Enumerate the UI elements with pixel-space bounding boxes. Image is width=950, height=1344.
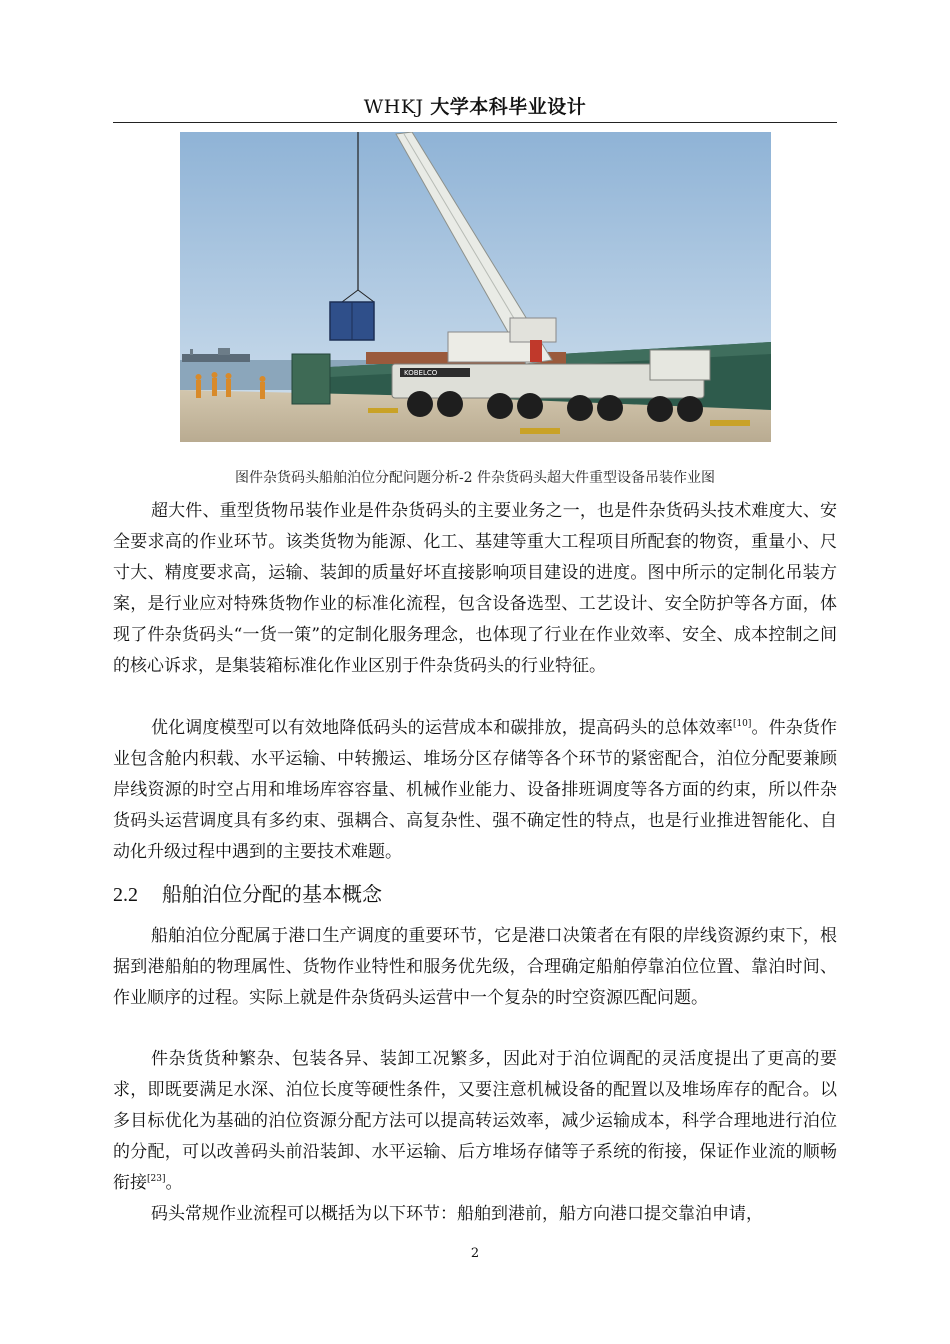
crane-brand-label: KOBELCO — [404, 369, 438, 377]
citation-10: [10] — [732, 719, 752, 729]
crane-photo — [180, 132, 771, 442]
paragraph-4-text-b: 。 — [165, 1173, 183, 1193]
paragraph-4 — [113, 1044, 837, 1199]
paragraph-3: 船舶泊位分配属于港口生产调度的重要环节，它是港口决策者在有限的岸线资源约束下，根据到港船舶的物理属性、货物作业特性和服务优先级，合理确定船舶停靠泊位位置、靠泊时间、作业顺序的过程。实际上就是件杂货码头运营中一个复杂的时空资源匹配问题。 — [113, 926, 837, 1008]
citation-23: [23] — [147, 1174, 166, 1184]
paragraph-2 — [113, 713, 837, 868]
paragraph-5: 码头常规作业流程可以概括为以下环节：船舶到港前，船方向港口提交靠泊申请， — [151, 1204, 763, 1224]
section-title: 船舶泊位分配的基本概念 — [162, 882, 382, 906]
page-number: 2 — [470, 1246, 480, 1261]
crane-photo-illustration — [180, 132, 771, 442]
paragraph-2-text-b: 。件杂货作业包含舱内积载、水平运输、中转搬运、堆场分区存储等各个环节的紧密配合，泊位分配要兼顾岸线资源的时空占用和堆场库容容量、机械作业能力、设备排班调度等各方面的约束，所以件杂货码头运营调度具有多约束、强耦合、高复杂性、强不确定性的特点，也是行业推进智能化、自动化升级过程中遇到的主要技术难题。 — [113, 718, 838, 862]
section-number: 2.2 — [113, 884, 138, 906]
header-left-text: WHKJ — [363, 96, 431, 118]
section-heading — [113, 878, 837, 910]
paragraph-1: 超大件、重型货物吊装作业是件杂货码头的主要业务之一，也是件杂货码头技术难度大、安全要求高的作业环节。该类货物为能源、化工、基建等重大工程项目所配套的物资，重量小、尺寸大、精度要求高，运输、装卸的质量好坏直接影响项目建设的进度。图中所示的定制化吊装方案，是行业应对特殊货物作业的标准化流程，包含设备选型、工艺设计、安全防护等各方面，体现了件杂货码头“一货一策”的定制化服务理念，也体现了行业在作业效率、安全、成本控制之间的核心诉求，是集装箱标准化作业区别于件杂货码头的行业特征。 — [113, 501, 837, 676]
figure-caption: 图件杂货码头船舶泊位分配问题分析-2 件杂货码头超大件重型设备吊装作业图 — [234, 470, 716, 486]
paragraph-4-text-a: 件杂货货种繁杂、包装各异、装卸工况繁多，因此对于泊位调配的灵活度提出了更高的要求，即既要满足水深、泊位长度等硬性条件，又要注意机械设备的配置以及堆场库存的配合。以多目标优化为基础的泊位资源分配方法可以提高转运效率，减少运输成本，科学合理地进行泊位的分配，可以改善码头前沿装卸、水平运输、后方堆场存储等子系统的衔接，保证作业流的顺畅衔接 — [113, 1049, 837, 1193]
header-title: 大学本科毕业设计 — [430, 96, 587, 118]
page-header — [113, 92, 837, 123]
paragraph-2-text-a: 优化调度模型可以有效地降低码头的运营成本和碳排放，提高码头的总体效率 — [151, 718, 733, 738]
